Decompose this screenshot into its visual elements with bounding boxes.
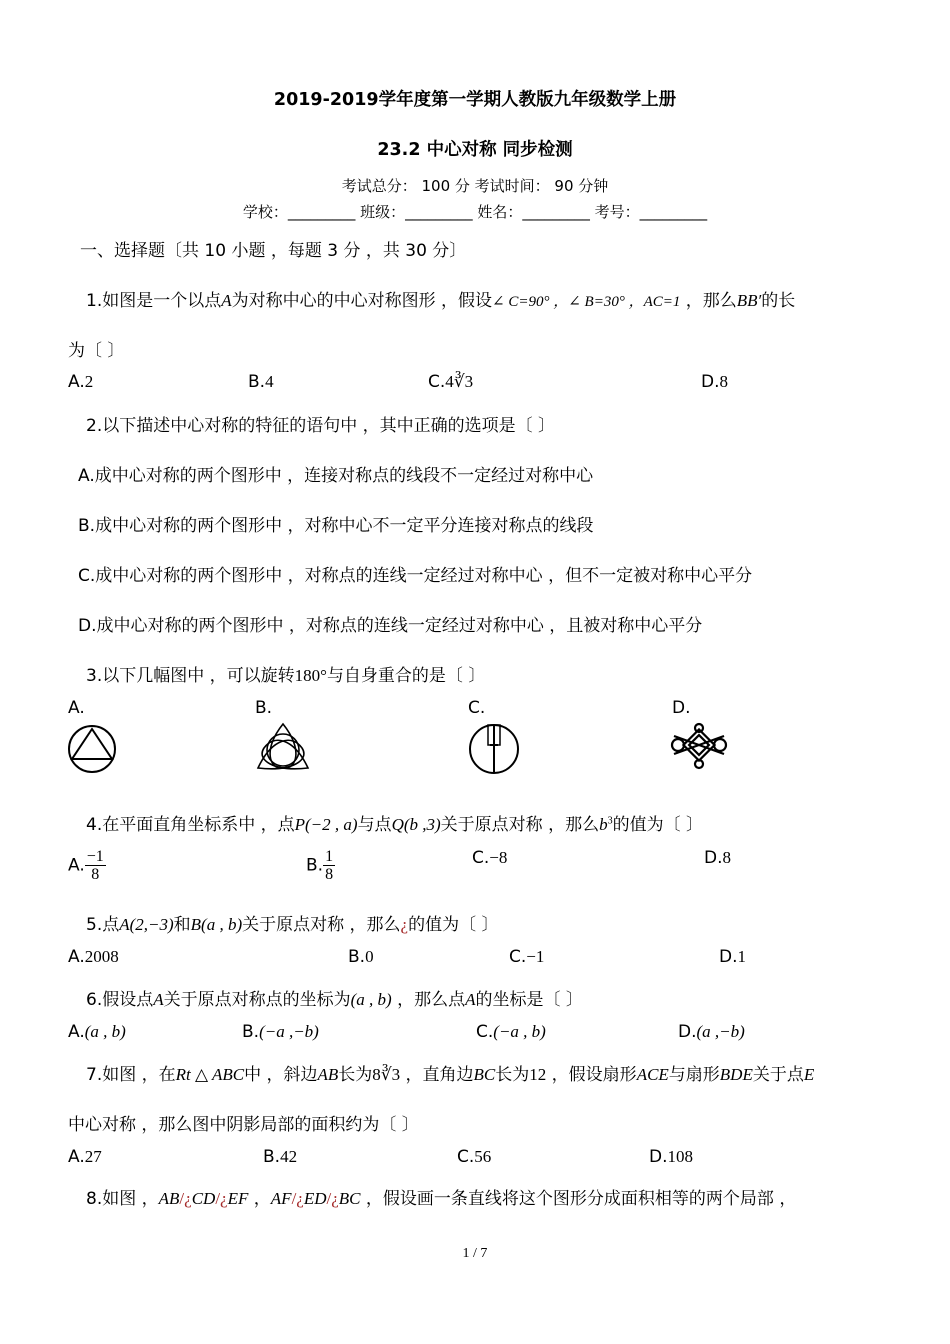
document-title: 2019-2019学年度第一学期人教版九年级数学上册 <box>273 90 677 110</box>
question-6-option-a[interactable]: A.(a , b) <box>68 1022 126 1042</box>
student-info-fields: 学校：_________ 班级：_________ 姓名：_________ 考号：_________ <box>242 203 708 221</box>
question-1-option-a[interactable]: A.2 <box>68 372 94 392</box>
question-3-stem: 3.以下几幅图中 ，可以旋转180°与自身重合的是〔 〕 <box>86 666 486 686</box>
question-7-option-c[interactable]: C.56 <box>457 1147 492 1167</box>
question-3-option-a-label[interactable]: A. <box>68 698 85 718</box>
question-2-option-c[interactable]: C.成中心对称的两个图形中 ，对称点的连线一定经过对称中心 ，但不一定被对称中心平分 <box>78 566 753 586</box>
question-6-option-d[interactable]: D.(a ,−b) <box>678 1022 745 1042</box>
question-4-option-b[interactable]: B. $\frac{1}{8}$ <box>306 848 334 883</box>
question-7-option-d[interactable]: D.108 <box>649 1147 693 1167</box>
document-subtitle: 23.2 中心对称 同步检测 <box>377 140 573 160</box>
question-6-option-b[interactable]: B.(−a ,−b) <box>242 1022 319 1042</box>
question-5-option-a[interactable]: A.2008 <box>68 947 119 967</box>
question-1-option-c[interactable]: C.4∛3 <box>428 372 474 392</box>
question-2-stem: 2.以下描述中心对称的特征的语句中 ，其中正确的选项是〔 〕 <box>86 416 556 436</box>
question-6-option-c[interactable]: C.(−a , b) <box>476 1022 546 1042</box>
question-3-option-c-label[interactable]: C. <box>468 698 486 718</box>
question-4-option-a[interactable]: A. $\frac{-1}{8}$ <box>68 848 104 883</box>
triquetra-figure <box>252 720 314 776</box>
question-1-option-b[interactable]: B.4 <box>248 372 274 392</box>
question-6-stem: 6.假设点A关于原点对称点的坐标为(a , b) ，那么点A的坐标是〔 〕 <box>86 990 583 1010</box>
question-1-option-d[interactable]: D.8 <box>701 372 728 392</box>
question-4-stem: 4.在平面直角坐标系中 ，点P(−2 , a)与点Q(b ,3)关于原点对称 ，那么$b^3$的值为〔 〕 <box>86 815 703 835</box>
page-number: 1 / 7 <box>462 1246 488 1261</box>
question-3-option-b-label[interactable]: B. <box>255 698 273 718</box>
question-7-option-b[interactable]: B.42 <box>263 1147 298 1167</box>
circle-triangle-figure <box>66 724 118 774</box>
question-5-stem: 5.点A(2,−3)和B(a , b)关于原点对称 ，那么¿的值为〔 〕 <box>86 915 499 935</box>
question-2-option-d[interactable]: D.成中心对称的两个图形中 ，对称点的连线一定经过对称中心 ，且被对称中心平分 <box>78 616 703 636</box>
question-3-option-d-label[interactable]: D. <box>672 698 691 718</box>
question-2-option-a[interactable]: A.成中心对称的两个图形中 ，连接对称点的线段不一定经过对称中心 <box>78 466 594 486</box>
question-7-stem: 7.如图 ，在Rt △ ABC中 ，斜边AB长为8∛3 ，直角边BC长为12 ，假设扇形ACE与扇形BDE关于点E <box>86 1065 815 1085</box>
question-8-stem: 8.如图 ，AB/¿CD/¿EF ，AF/¿ED/¿BC ，假设画一条直线将这个图形分成面积相等的两个局部 ， <box>86 1189 797 1209</box>
question-7-option-a[interactable]: A.27 <box>68 1147 102 1167</box>
chinese-knot-figure <box>668 722 730 772</box>
circle-bar-figure <box>466 722 522 776</box>
question-4-option-d[interactable]: D.8 <box>704 848 731 868</box>
question-5-option-c[interactable]: C.−1 <box>509 947 545 967</box>
question-5-option-b[interactable]: B.0 <box>348 947 374 967</box>
question-7-stem-line2: 中心对称 ，那么图中阴影局部的面积约为〔 〕 <box>68 1115 419 1135</box>
question-5-option-d[interactable]: D.1 <box>719 947 746 967</box>
section-heading: 一、选择题〔共 10 小题 ，每题 3 分 ，共 30 分〕 <box>80 241 467 261</box>
question-1-stem: 1.如图是一个以点A为对称中心的中心对称图形 ，假设∠ C=90° ，∠ B=30° ，AC=1 ，那么BB′的长 <box>86 291 796 311</box>
exam-info: 考试总分： 100 分 考试时间： 90 分钟 <box>341 177 609 195</box>
question-4-option-c[interactable]: C.−8 <box>472 848 508 868</box>
question-2-option-b[interactable]: B.成中心对称的两个图形中 ，对称中心不一定平分连接对称点的线段 <box>78 516 594 536</box>
question-1-stem-line2: 为〔 〕 <box>68 341 125 361</box>
